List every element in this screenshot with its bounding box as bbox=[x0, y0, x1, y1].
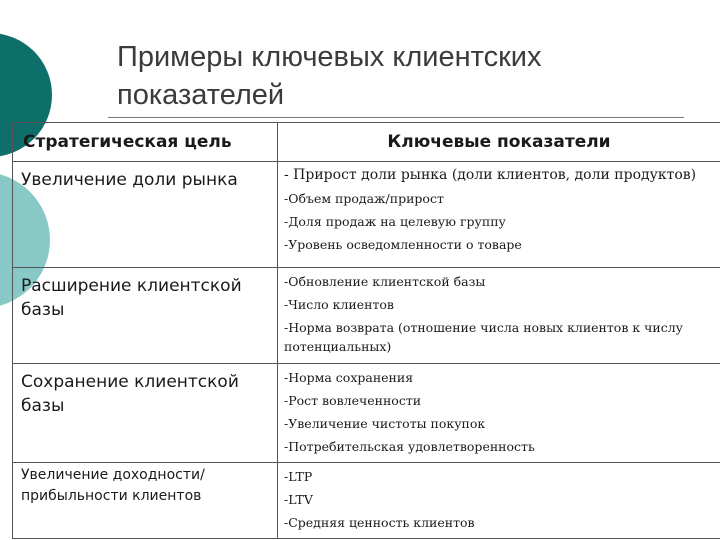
table-row bbox=[13, 463, 720, 539]
indicator-item: -Рост вовлеченности bbox=[284, 393, 422, 408]
indicators-table bbox=[12, 122, 720, 539]
indicator-item: -Увеличение чистоты покупок bbox=[284, 416, 486, 431]
indicator-item: -LTP bbox=[284, 469, 313, 484]
goal-cell: Расширение клиентской базы bbox=[13, 268, 278, 364]
title-divider bbox=[108, 117, 684, 118]
indicators-cell bbox=[278, 268, 720, 364]
indicator-item: -LTV bbox=[284, 492, 313, 507]
table-row bbox=[13, 162, 720, 268]
page-title: Примеры ключевых клиентских показателей bbox=[117, 41, 542, 111]
indicator-item: -Уровень осведомленности о товаре bbox=[284, 237, 522, 252]
indicator-item: -Объем продаж/прирост bbox=[284, 191, 444, 206]
goal-cell: Увеличение доли рынка bbox=[13, 162, 278, 268]
indicator-item: -Потребительская удовлетворенность bbox=[284, 439, 535, 454]
goal-cell: Увеличение доходности/прибыльности клиентов bbox=[13, 463, 278, 539]
table-row bbox=[13, 364, 720, 463]
indicator-item: -Норма сохранения bbox=[284, 370, 414, 385]
indicators-cell bbox=[278, 364, 720, 463]
indicator-item: - Прирост доли рынка (доли клиентов, доли продуктов) bbox=[284, 167, 697, 183]
indicator-item: -Число клиентов bbox=[284, 297, 394, 312]
indicator-item: -Доля продаж на целевую группу bbox=[284, 214, 506, 229]
indicator-item: -Обновление клиентской базы bbox=[284, 274, 486, 289]
goal-cell: Сохранение клиентской базы bbox=[13, 364, 278, 463]
header-strategic-goal: Стратегическая цель bbox=[13, 123, 278, 162]
indicators-cell bbox=[278, 463, 720, 539]
indicators-cell bbox=[278, 162, 720, 268]
table-row bbox=[13, 268, 720, 364]
indicator-item: -Средняя ценность клиентов bbox=[284, 515, 475, 530]
header-key-indicators: Ключевые показатели bbox=[278, 123, 720, 162]
table-header-row bbox=[13, 123, 720, 162]
indicator-item: -Норма возврата (отношение числа новых клиентов к числу потенциальных) bbox=[284, 320, 684, 354]
